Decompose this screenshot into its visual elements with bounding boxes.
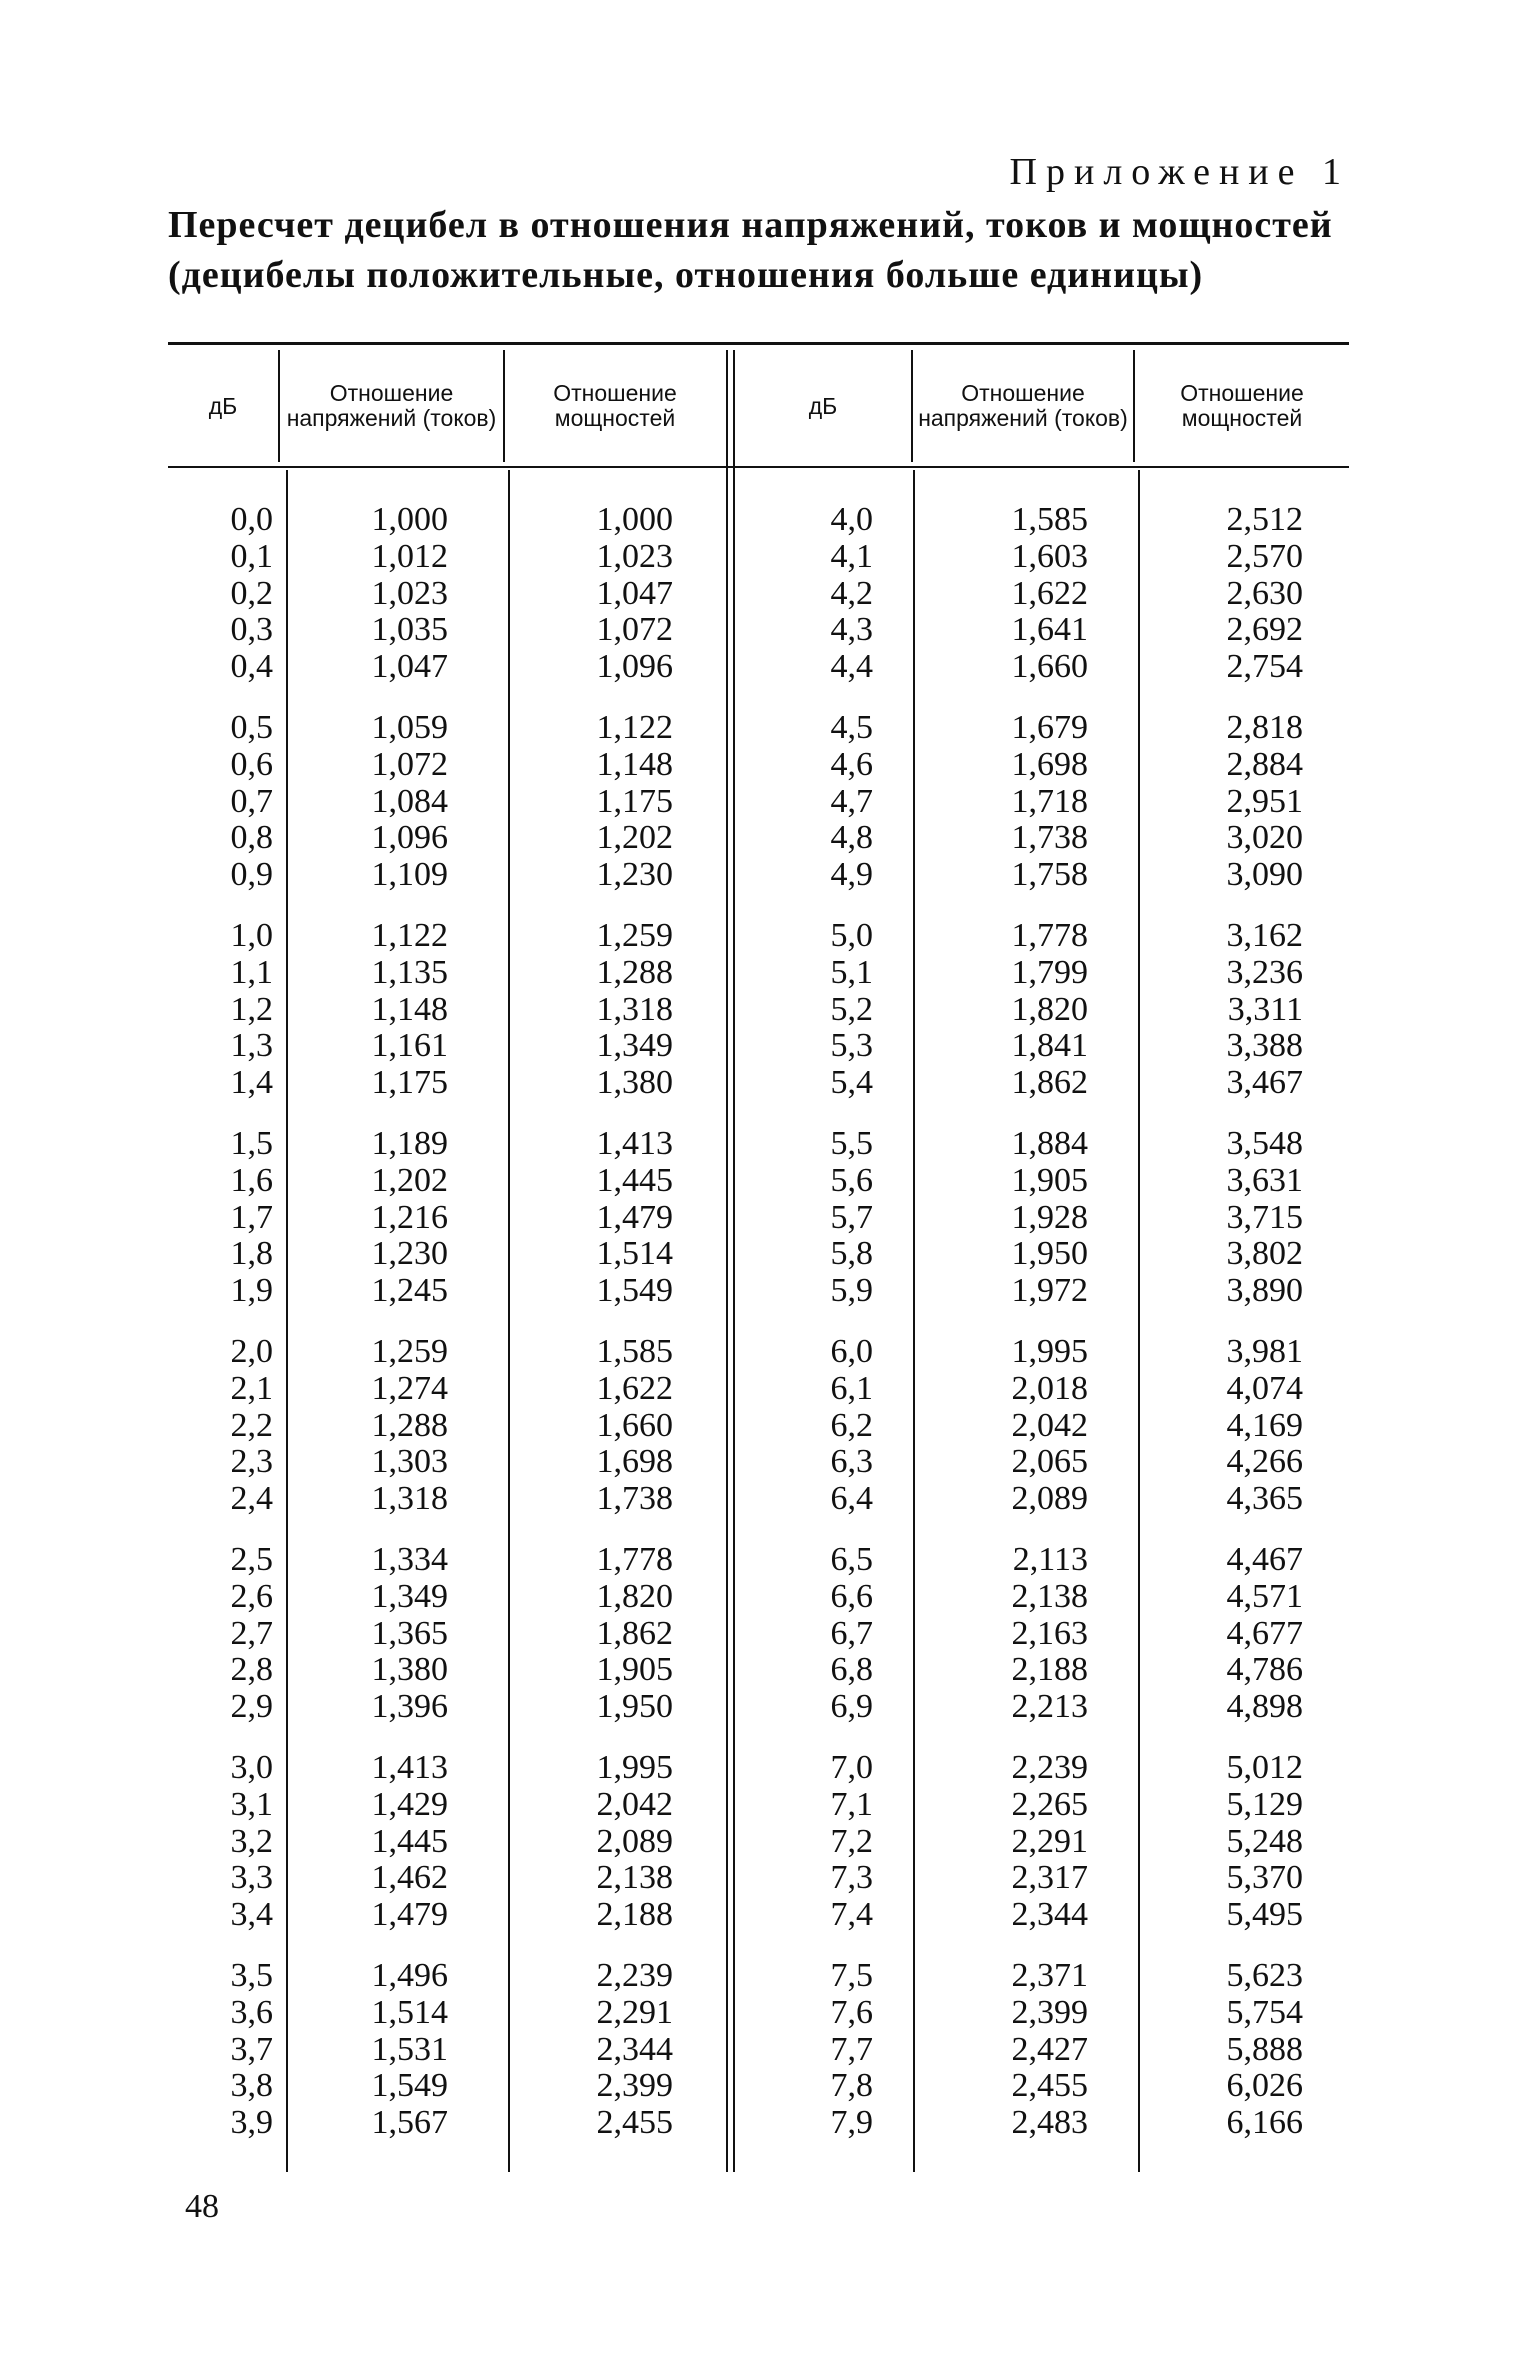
cell-power-ratio: 4,786 xyxy=(1226,1651,1303,1689)
cell-voltage-ratio: 1,413 xyxy=(371,1749,448,1786)
cell-voltage-ratio: 2,213 xyxy=(1011,1688,1088,1726)
cell-voltage-ratio: 1,230 xyxy=(371,1235,448,1273)
cell-db: 6,1 xyxy=(830,1369,873,1407)
cell-power-ratio: 1,202 xyxy=(596,819,673,857)
cell-voltage-ratio: 1,950 xyxy=(1011,1235,1088,1273)
cell-power-ratio: 2,455 xyxy=(596,2104,673,2142)
cell-voltage-ratio: 1,396 xyxy=(371,1688,448,1726)
cell-voltage-ratio: 2,427 xyxy=(1011,2030,1088,2068)
cell-power-ratio: 1,349 xyxy=(596,1027,673,1065)
cell-db: 0,1 xyxy=(230,537,273,575)
cell-db: 1,9 xyxy=(230,1272,273,1310)
cell-power-ratio: 1,175 xyxy=(596,782,673,820)
cell-db: 3,6 xyxy=(230,1993,273,2031)
cell-power-ratio: 2,630 xyxy=(1226,574,1303,612)
cell-voltage-ratio: 1,288 xyxy=(371,1406,448,1444)
cell-power-ratio: 2,951 xyxy=(1226,782,1303,820)
cell-db: 6,2 xyxy=(830,1406,873,1444)
cell-power-ratio: 1,905 xyxy=(596,1651,673,1689)
column-rule xyxy=(913,470,915,2172)
cell-power-ratio: 1,778 xyxy=(596,1541,673,1578)
cell-power-ratio: 4,074 xyxy=(1226,1369,1303,1407)
cell-db: 2,9 xyxy=(230,1688,273,1726)
cell-db: 1,4 xyxy=(230,1064,273,1102)
cell-voltage-ratio: 1,274 xyxy=(371,1369,448,1407)
cell-power-ratio: 3,981 xyxy=(1226,1333,1303,1370)
cell-voltage-ratio: 1,758 xyxy=(1011,856,1088,894)
cell-power-ratio: 2,692 xyxy=(1226,611,1303,649)
cell-power-ratio: 2,884 xyxy=(1226,745,1303,783)
cell-voltage-ratio: 2,265 xyxy=(1011,1785,1088,1823)
cell-power-ratio: 2,291 xyxy=(596,1993,673,2031)
cell-db: 5,5 xyxy=(830,1125,873,1162)
cell-db: 4,3 xyxy=(830,611,873,649)
cell-db: 0,4 xyxy=(230,648,273,686)
cell-voltage-ratio: 1,084 xyxy=(371,782,448,820)
cell-power-ratio: 1,318 xyxy=(596,990,673,1028)
cell-db: 0,2 xyxy=(230,574,273,612)
cell-voltage-ratio: 1,718 xyxy=(1011,782,1088,820)
cell-voltage-ratio: 1,318 xyxy=(371,1480,448,1518)
cell-db: 6,4 xyxy=(830,1480,873,1518)
cell-voltage-ratio: 1,622 xyxy=(1011,574,1088,612)
cell-voltage-ratio: 1,905 xyxy=(1011,1161,1088,1199)
cell-power-ratio: 3,548 xyxy=(1226,1125,1303,1162)
cell-power-ratio: 2,239 xyxy=(596,1957,673,1994)
cell-power-ratio: 1,288 xyxy=(596,953,673,991)
cell-db: 2,3 xyxy=(230,1443,273,1481)
cell-voltage-ratio: 1,161 xyxy=(371,1027,448,1065)
cell-db: 7,4 xyxy=(830,1896,873,1934)
cell-voltage-ratio: 1,641 xyxy=(1011,611,1088,649)
cell-db: 3,9 xyxy=(230,2104,273,2142)
cell-power-ratio: 2,042 xyxy=(596,1785,673,1823)
cell-power-ratio: 3,090 xyxy=(1226,856,1303,894)
cell-db: 1,3 xyxy=(230,1027,273,1065)
cell-voltage-ratio: 1,259 xyxy=(371,1333,448,1370)
cell-db: 2,6 xyxy=(230,1577,273,1615)
cell-voltage-ratio: 2,399 xyxy=(1011,1993,1088,2031)
cell-power-ratio: 1,862 xyxy=(596,1614,673,1652)
cell-db: 3,2 xyxy=(230,1822,273,1860)
cell-voltage-ratio: 2,065 xyxy=(1011,1443,1088,1481)
cell-voltage-ratio: 2,455 xyxy=(1011,2067,1088,2105)
cell-voltage-ratio: 1,109 xyxy=(371,856,448,894)
cell-power-ratio: 6,166 xyxy=(1226,2104,1303,2142)
cell-voltage-ratio: 1,334 xyxy=(371,1541,448,1578)
cell-voltage-ratio: 2,018 xyxy=(1011,1369,1088,1407)
cell-voltage-ratio: 1,135 xyxy=(371,953,448,991)
cell-power-ratio: 1,820 xyxy=(596,1577,673,1615)
cell-db: 7,3 xyxy=(830,1859,873,1897)
cell-voltage-ratio: 1,972 xyxy=(1011,1272,1088,1310)
cell-power-ratio: 2,570 xyxy=(1226,537,1303,575)
cell-voltage-ratio: 1,365 xyxy=(371,1614,448,1652)
table-top-rule xyxy=(168,342,1349,345)
cell-power-ratio: 1,514 xyxy=(596,1235,673,1273)
cell-voltage-ratio: 1,462 xyxy=(371,1859,448,1897)
cell-db: 0,0 xyxy=(230,501,273,538)
page-title: Пересчет децибел в отношения напряжений, токов и мощностей (децибелы положительные, отношения больше единицы) xyxy=(168,204,1333,296)
cell-db: 5,8 xyxy=(830,1235,873,1273)
cell-db: 6,9 xyxy=(830,1688,873,1726)
cell-power-ratio: 1,995 xyxy=(596,1749,673,1786)
cell-db: 1,8 xyxy=(230,1235,273,1273)
cell-power-ratio: 1,023 xyxy=(596,537,673,575)
cell-voltage-ratio: 1,303 xyxy=(371,1443,448,1481)
cell-db: 6,6 xyxy=(830,1577,873,1615)
cell-voltage-ratio: 1,202 xyxy=(371,1161,448,1199)
cell-power-ratio: 1,738 xyxy=(596,1480,673,1518)
center-double-rule xyxy=(726,350,728,2172)
col-header-db: дБ xyxy=(808,392,838,419)
cell-voltage-ratio: 2,163 xyxy=(1011,1614,1088,1652)
cell-power-ratio: 3,236 xyxy=(1226,953,1303,991)
cell-power-ratio: 4,898 xyxy=(1226,1688,1303,1726)
cell-db: 4,9 xyxy=(830,856,873,894)
cell-power-ratio: 3,388 xyxy=(1226,1027,1303,1065)
cell-db: 1,5 xyxy=(230,1125,273,1162)
cell-voltage-ratio: 1,585 xyxy=(1011,501,1088,538)
cell-db: 0,8 xyxy=(230,819,273,857)
cell-voltage-ratio: 2,239 xyxy=(1011,1749,1088,1786)
cell-power-ratio: 5,012 xyxy=(1226,1749,1303,1786)
cell-db: 7,1 xyxy=(830,1785,873,1823)
cell-power-ratio: 1,698 xyxy=(596,1443,673,1481)
cell-db: 0,5 xyxy=(230,709,273,746)
cell-power-ratio: 1,585 xyxy=(596,1333,673,1370)
cell-db: 5,3 xyxy=(830,1027,873,1065)
cell-power-ratio: 1,148 xyxy=(596,745,673,783)
cell-power-ratio: 5,754 xyxy=(1226,1993,1303,2031)
cell-voltage-ratio: 2,089 xyxy=(1011,1480,1088,1518)
cell-db: 4,5 xyxy=(830,709,873,746)
cell-db: 3,7 xyxy=(230,2030,273,2068)
cell-voltage-ratio: 1,549 xyxy=(371,2067,448,2105)
cell-db: 1,7 xyxy=(230,1198,273,1236)
cell-power-ratio: 2,754 xyxy=(1226,648,1303,686)
cell-db: 2,4 xyxy=(230,1480,273,1518)
cell-power-ratio: 4,365 xyxy=(1226,1480,1303,1518)
cell-voltage-ratio: 2,483 xyxy=(1011,2104,1088,2142)
cell-power-ratio: 2,344 xyxy=(596,2030,673,2068)
page-number: 48 xyxy=(185,2188,219,2225)
cell-voltage-ratio: 1,216 xyxy=(371,1198,448,1236)
cell-db: 5,9 xyxy=(830,1272,873,1310)
cell-power-ratio: 3,890 xyxy=(1226,1272,1303,1310)
cell-power-ratio: 1,259 xyxy=(596,917,673,954)
cell-db: 5,1 xyxy=(830,953,873,991)
cell-db: 5,0 xyxy=(830,917,873,954)
cell-db: 3,0 xyxy=(230,1749,273,1786)
cell-power-ratio: 1,950 xyxy=(596,1688,673,1726)
cell-voltage-ratio: 1,189 xyxy=(371,1125,448,1162)
cell-db: 0,9 xyxy=(230,856,273,894)
cell-voltage-ratio: 1,884 xyxy=(1011,1125,1088,1162)
cell-power-ratio: 3,631 xyxy=(1226,1161,1303,1199)
cell-voltage-ratio: 2,113 xyxy=(1012,1541,1088,1578)
cell-db: 6,5 xyxy=(830,1541,873,1578)
cell-db: 2,2 xyxy=(230,1406,273,1444)
cell-power-ratio: 4,169 xyxy=(1226,1406,1303,1444)
cell-voltage-ratio: 2,138 xyxy=(1011,1577,1088,1615)
cell-power-ratio: 1,549 xyxy=(596,1272,673,1310)
cell-voltage-ratio: 2,371 xyxy=(1011,1957,1088,1994)
cell-voltage-ratio: 1,096 xyxy=(371,819,448,857)
cell-db: 1,1 xyxy=(230,953,273,991)
cell-voltage-ratio: 1,603 xyxy=(1011,537,1088,575)
cell-db: 6,3 xyxy=(830,1443,873,1481)
cell-power-ratio: 1,445 xyxy=(596,1161,673,1199)
cell-voltage-ratio: 1,799 xyxy=(1011,953,1088,991)
cell-power-ratio: 5,370 xyxy=(1226,1859,1303,1897)
cell-voltage-ratio: 1,047 xyxy=(371,648,448,686)
cell-voltage-ratio: 1,820 xyxy=(1011,990,1088,1028)
col-header-db: дБ xyxy=(208,392,238,419)
cell-db: 3,8 xyxy=(230,2067,273,2105)
cell-power-ratio: 5,888 xyxy=(1226,2030,1303,2068)
cell-db: 1,2 xyxy=(230,990,273,1028)
cell-db: 2,8 xyxy=(230,1651,273,1689)
cell-voltage-ratio: 2,317 xyxy=(1011,1859,1088,1897)
cell-db: 7,8 xyxy=(830,2067,873,2105)
cell-power-ratio: 1,622 xyxy=(596,1369,673,1407)
cell-power-ratio: 2,188 xyxy=(596,1896,673,1934)
cell-voltage-ratio: 1,778 xyxy=(1011,917,1088,954)
cell-voltage-ratio: 1,862 xyxy=(1011,1064,1088,1102)
cell-voltage-ratio: 1,175 xyxy=(371,1064,448,1102)
cell-voltage-ratio: 2,291 xyxy=(1011,1822,1088,1860)
cell-power-ratio: 5,248 xyxy=(1226,1822,1303,1860)
col-header-power-ratio: Отношение мощностей xyxy=(553,380,677,431)
cell-power-ratio: 4,571 xyxy=(1226,1577,1303,1615)
cell-power-ratio: 1,413 xyxy=(596,1125,673,1162)
cell-power-ratio: 3,020 xyxy=(1226,819,1303,857)
cell-power-ratio: 2,818 xyxy=(1226,709,1303,746)
cell-voltage-ratio: 1,148 xyxy=(371,990,448,1028)
cell-voltage-ratio: 1,841 xyxy=(1011,1027,1088,1065)
cell-db: 1,0 xyxy=(230,917,273,954)
cell-db: 6,8 xyxy=(830,1651,873,1689)
cell-voltage-ratio: 1,679 xyxy=(1011,709,1088,746)
cell-power-ratio: 2,138 xyxy=(596,1859,673,1897)
cell-power-ratio: 1,096 xyxy=(596,648,673,686)
cell-voltage-ratio: 1,035 xyxy=(371,611,448,649)
col-header-power-ratio: Отношение мощностей xyxy=(1180,380,1304,431)
cell-db: 7,2 xyxy=(830,1822,873,1860)
cell-db: 0,3 xyxy=(230,611,273,649)
cell-power-ratio: 6,026 xyxy=(1226,2067,1303,2105)
cell-power-ratio: 1,479 xyxy=(596,1198,673,1236)
conversion-table xyxy=(168,342,1349,2170)
cell-power-ratio: 3,467 xyxy=(1226,1064,1303,1102)
cell-voltage-ratio: 1,496 xyxy=(371,1957,448,1994)
cell-db: 5,4 xyxy=(830,1064,873,1102)
cell-voltage-ratio: 1,000 xyxy=(371,501,448,538)
cell-voltage-ratio: 2,188 xyxy=(1011,1651,1088,1689)
cell-voltage-ratio: 1,072 xyxy=(371,745,448,783)
cell-voltage-ratio: 1,995 xyxy=(1011,1333,1088,1370)
cell-voltage-ratio: 1,122 xyxy=(371,917,448,954)
cell-power-ratio: 4,677 xyxy=(1226,1614,1303,1652)
cell-db: 7,9 xyxy=(830,2104,873,2142)
cell-power-ratio: 2,399 xyxy=(596,2067,673,2105)
cell-power-ratio: 3,311 xyxy=(1227,990,1303,1028)
cell-voltage-ratio: 1,012 xyxy=(371,537,448,575)
header-bottom-rule xyxy=(168,466,1349,468)
cell-power-ratio: 3,715 xyxy=(1226,1198,1303,1236)
cell-db: 7,6 xyxy=(830,1993,873,2031)
cell-voltage-ratio: 1,479 xyxy=(371,1896,448,1934)
cell-db: 3,4 xyxy=(230,1896,273,1934)
cell-power-ratio: 5,623 xyxy=(1226,1957,1303,1994)
cell-power-ratio: 1,660 xyxy=(596,1406,673,1444)
cell-power-ratio: 3,162 xyxy=(1226,917,1303,954)
col-header-voltage-ratio: Отношение напряжений (токов) xyxy=(918,380,1128,431)
cell-db: 0,6 xyxy=(230,745,273,783)
cell-voltage-ratio: 1,660 xyxy=(1011,648,1088,686)
cell-power-ratio: 4,266 xyxy=(1226,1443,1303,1481)
cell-db: 4,0 xyxy=(830,501,873,538)
cell-voltage-ratio: 1,445 xyxy=(371,1822,448,1860)
cell-db: 4,7 xyxy=(830,782,873,820)
cell-db: 4,1 xyxy=(830,537,873,575)
appendix-label: Приложение 1 xyxy=(1009,151,1350,193)
cell-voltage-ratio: 1,245 xyxy=(371,1272,448,1310)
cell-power-ratio: 4,467 xyxy=(1226,1541,1303,1578)
cell-db: 2,1 xyxy=(230,1369,273,1407)
cell-db: 2,5 xyxy=(230,1541,273,1578)
cell-db: 1,6 xyxy=(230,1161,273,1199)
col-header-voltage-ratio: Отношение напряжений (токов) xyxy=(286,380,497,431)
cell-db: 3,5 xyxy=(230,1957,273,1994)
table-header xyxy=(168,350,1349,462)
cell-power-ratio: 1,072 xyxy=(596,611,673,649)
cell-db: 6,7 xyxy=(830,1614,873,1652)
cell-db: 3,3 xyxy=(230,1859,273,1897)
cell-db: 5,6 xyxy=(830,1161,873,1199)
cell-power-ratio: 2,089 xyxy=(596,1822,673,1860)
cell-voltage-ratio: 1,429 xyxy=(371,1785,448,1823)
cell-power-ratio: 1,230 xyxy=(596,856,673,894)
cell-db: 4,4 xyxy=(830,648,873,686)
cell-voltage-ratio: 2,042 xyxy=(1011,1406,1088,1444)
cell-db: 2,0 xyxy=(230,1333,273,1370)
cell-power-ratio: 1,122 xyxy=(596,709,673,746)
cell-db: 7,0 xyxy=(830,1749,873,1786)
cell-db: 2,7 xyxy=(230,1614,273,1652)
cell-db: 5,7 xyxy=(830,1198,873,1236)
cell-voltage-ratio: 1,059 xyxy=(371,709,448,746)
cell-db: 4,6 xyxy=(830,745,873,783)
cell-voltage-ratio: 1,514 xyxy=(371,1993,448,2031)
cell-db: 4,2 xyxy=(830,574,873,612)
cell-voltage-ratio: 1,928 xyxy=(1011,1198,1088,1236)
cell-voltage-ratio: 1,531 xyxy=(371,2030,448,2068)
cell-db: 6,0 xyxy=(830,1333,873,1370)
cell-power-ratio: 1,047 xyxy=(596,574,673,612)
cell-voltage-ratio: 1,380 xyxy=(371,1651,448,1689)
cell-power-ratio: 1,000 xyxy=(596,501,673,538)
cell-db: 7,5 xyxy=(830,1957,873,1994)
cell-voltage-ratio: 1,738 xyxy=(1011,819,1088,857)
cell-db: 5,2 xyxy=(830,990,873,1028)
cell-voltage-ratio: 2,344 xyxy=(1011,1896,1088,1934)
cell-db: 7,7 xyxy=(830,2030,873,2068)
cell-power-ratio: 3,802 xyxy=(1226,1235,1303,1273)
cell-power-ratio: 2,512 xyxy=(1226,501,1303,538)
cell-db: 3,1 xyxy=(230,1785,273,1823)
cell-db: 0,7 xyxy=(230,782,273,820)
cell-voltage-ratio: 1,698 xyxy=(1011,745,1088,783)
cell-db: 4,8 xyxy=(830,819,873,857)
cell-power-ratio: 1,380 xyxy=(596,1064,673,1102)
cell-voltage-ratio: 1,567 xyxy=(371,2104,448,2142)
cell-voltage-ratio: 1,349 xyxy=(371,1577,448,1615)
cell-power-ratio: 5,495 xyxy=(1226,1896,1303,1934)
cell-voltage-ratio: 1,023 xyxy=(371,574,448,612)
cell-power-ratio: 5,129 xyxy=(1226,1785,1303,1823)
